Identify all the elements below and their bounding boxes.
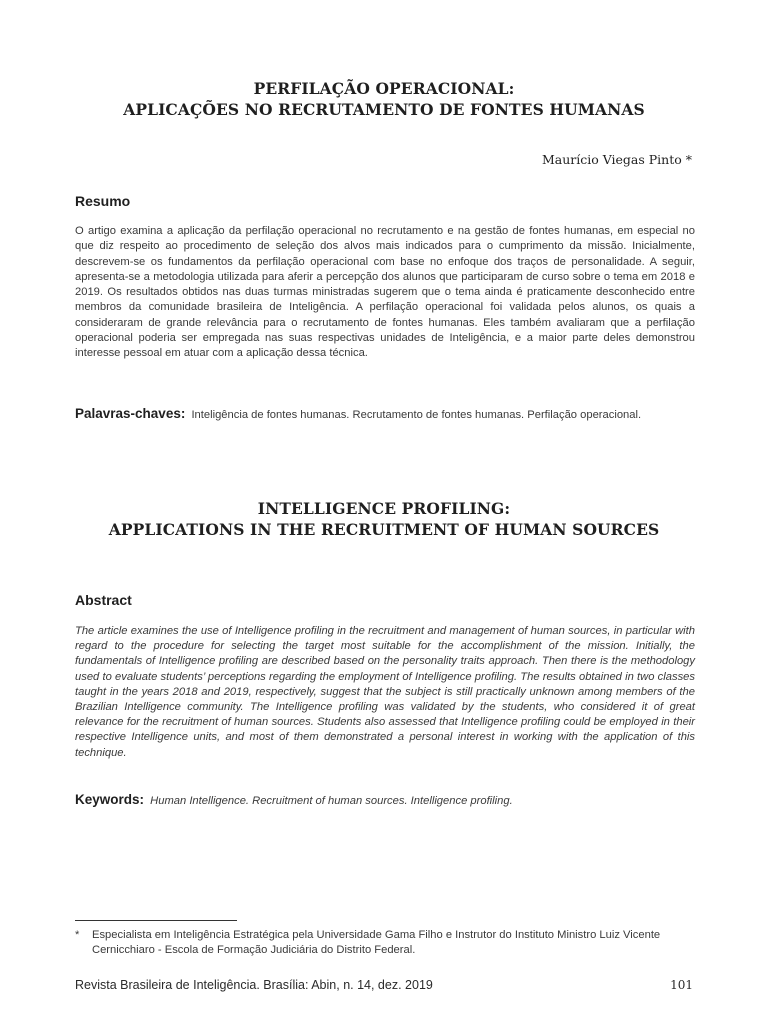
abstract-heading: Abstract: [75, 592, 132, 608]
keywords-label: Keywords:: [75, 792, 145, 807]
english-title: [75, 498, 693, 540]
palavras-chaves-value: Inteligência de fontes humanas. Recrutamento de fontes humanas. Perfilação operacional.: [191, 409, 642, 421]
resumo-heading: Resumo: [75, 193, 131, 209]
keywords: [75, 789, 695, 812]
author-footnote: [75, 928, 695, 958]
palavras-chaves-label: Palavras-chaves:: [75, 406, 186, 421]
portuguese-title: [75, 78, 693, 120]
abstract-text: The article examines the use of Intelligence profiling in the recruitment and management of human sources, in particular with regard to the procedure for selecting the target most suitable for the accomplishment of the mission. Initially, the fundamentals of Intelligence profiling are described based on the personality traits approach. Then there is the methodology used to evaluate students’ perceptions regarding the employment of Intelligence profiling. The results obtained in two classes taught in the years 2018 and 2019, respectively, suggest that the subject is still practically unknown among members of the Brazilian Intelligence community. The Intelligence profiling was validated by the students, who considered it of great relevance for the recruitment of human sources. Students also assessed that Intelligence profiling could be employed in their respective Intelligence units, and most of them demonstrated a personal interest in working with the application of this technique.: [75, 625, 695, 759]
english-title-line-1: INTELLIGENCE PROFILING:: [257, 499, 511, 518]
footnote-divider: [75, 920, 237, 921]
keywords-value: Human Intelligence. Recruitment of human sources. Intelligence profiling.: [150, 795, 513, 807]
resumo-text: O artigo examina a aplicação da perfilação operacional no recrutamento e na gestão de fontes humanas, em especial no que diz respeito ao procedimento de seleção dos alvos mais indicados para o cumprimento da missão. Inicialmente, descrevem-se os fundamentos da perfilação operacional com base no enfoque dos traços de personalidade. A seguir, apresenta-se a metodologia utilizada para aferir a percepção dos alunos que participaram de curso sobre o tema em 2018 e 2019. Os resultados obtidos nas duas turmas ministradas sugerem que o tema ainda é praticamente desconhecido entre membros da comunidade brasileira de Inteligência. A perfilação operacional foi validada pelos alunos, os quais a consideraram de grande relevância para o recrutamento de fontes humanas. Eles também avaliaram que a perfilação operacional poderia ser empregada nas suas respectivas unidades de Inteligência, e a maior parte deles demonstrou interesse pessoal em atuar com a aplicação dessa técnica.: [75, 225, 695, 360]
english-title-line-2: APPLICATIONS IN THE RECRUITMENT OF HUMAN SOURCES: [108, 520, 660, 539]
page-number: 101: [670, 978, 693, 992]
palavras-chaves: [75, 403, 695, 426]
footnote-text: Especialista em Inteligência Estratégica pela Universidade Gama Filho e Instrutor do Instituto Ministro Luiz Vicente Cernicchiaro - Escola de Formação Judiciária do Distrito Federal.: [92, 929, 661, 956]
author-name: Maurício Viegas Pinto *: [541, 152, 692, 167]
portuguese-title-line-2: APLICAÇÕES NO RECRUTAMENTO DE FONTES HUMANAS: [123, 100, 645, 119]
portuguese-title-line-1: PERFILAÇÃO OPERACIONAL:: [253, 79, 515, 98]
footnote-mark: *: [75, 929, 80, 941]
journal-citation: Revista Brasileira de Inteligência. Brasília: Abin, n. 14, dez. 2019: [75, 978, 433, 992]
